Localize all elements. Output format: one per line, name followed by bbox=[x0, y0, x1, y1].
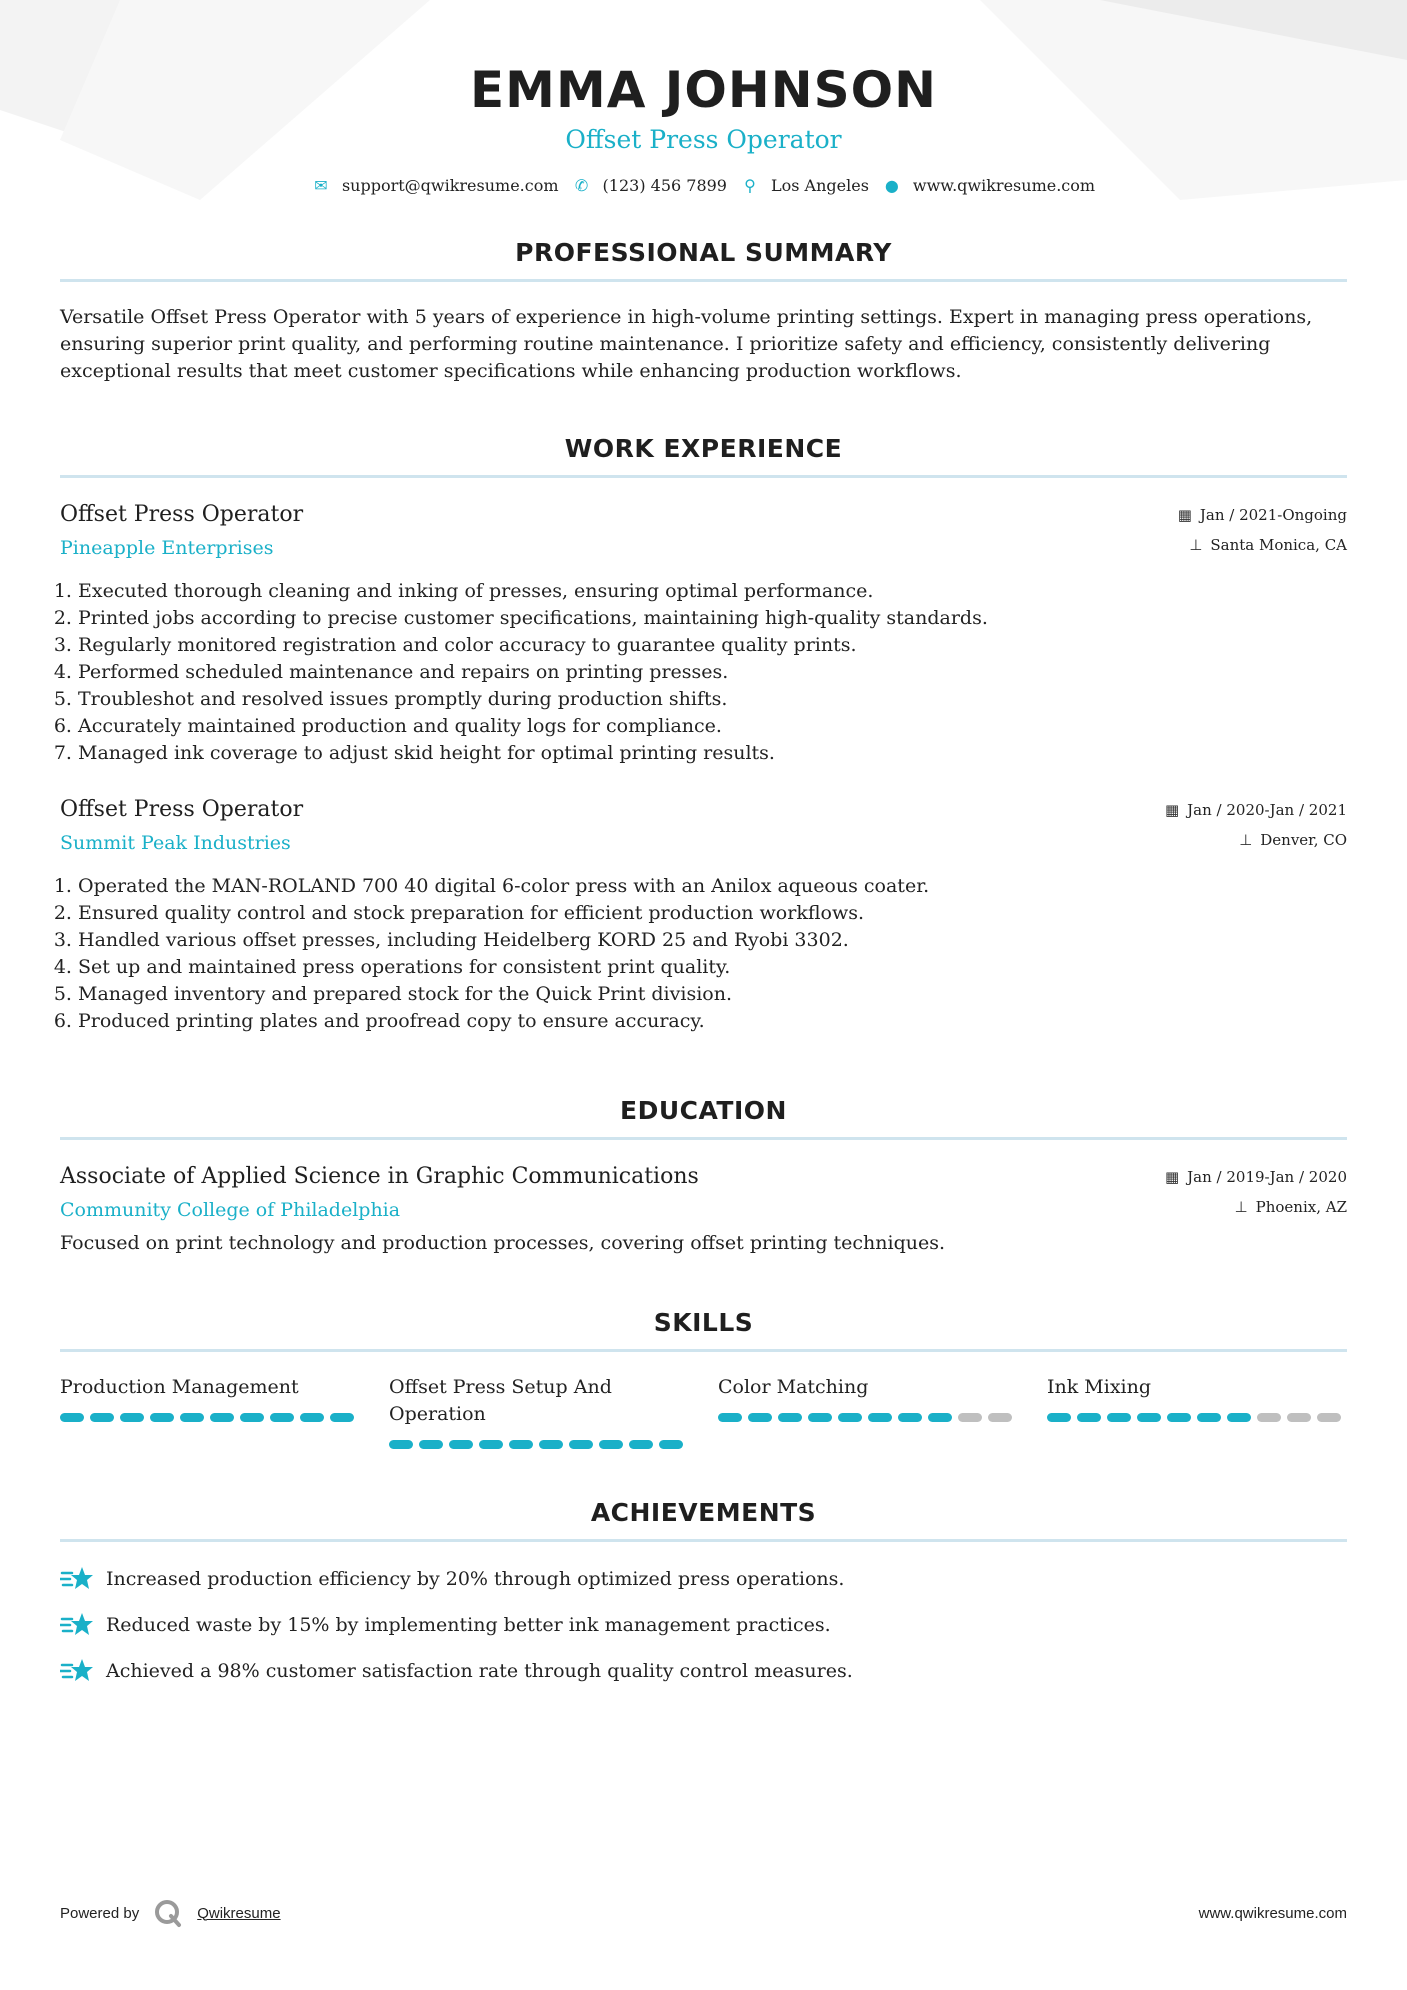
website-text: www.qwikresume.com bbox=[912, 176, 1096, 195]
achievement-item bbox=[60, 1610, 1347, 1640]
achievement-item bbox=[60, 1656, 1347, 1686]
skill-segment-empty bbox=[988, 1413, 1012, 1422]
list-item: 4. Set up and maintained press operations for consistent print quality. bbox=[78, 954, 1347, 981]
skill-segment-filled bbox=[1077, 1413, 1101, 1422]
section-divider bbox=[60, 1349, 1347, 1352]
skill-segment-filled bbox=[330, 1413, 354, 1422]
list-item: 2. Ensured quality control and stock preparation for efficient production workflows. bbox=[78, 900, 1347, 927]
section-divider bbox=[60, 1137, 1347, 1140]
contact-email[interactable] bbox=[312, 176, 559, 195]
skill-segment-filled bbox=[419, 1440, 443, 1449]
candidate-role: Offset Press Operator bbox=[565, 125, 842, 154]
job-date: Jan / 2020-Jan / 2021 bbox=[1187, 801, 1347, 819]
skill-segment-filled bbox=[928, 1413, 952, 1422]
education-section bbox=[60, 1093, 1347, 1257]
achievement-item bbox=[60, 1564, 1347, 1594]
skill-segment-filled bbox=[120, 1413, 144, 1422]
list-item: 3. Regularly monitored registration and color accuracy to guarantee quality prints. bbox=[78, 632, 1347, 659]
skill-name: Ink Mixing bbox=[1047, 1376, 1152, 1398]
skill-item bbox=[718, 1374, 1018, 1449]
skill-segment-filled bbox=[180, 1413, 204, 1422]
phone-icon: ✆ bbox=[574, 176, 589, 195]
list-item: 1. Operated the MAN-ROLAND 700 40 digital 6-color press with an Anilox aqueous coater. bbox=[78, 873, 1347, 900]
skill-segment-filled bbox=[60, 1413, 84, 1422]
map-pin-icon: ⚲ bbox=[744, 176, 756, 195]
candidate-name: EMMA JOHNSON bbox=[470, 61, 937, 119]
calendar-icon: ▦ bbox=[1164, 1168, 1180, 1186]
skill-segment-filled bbox=[270, 1413, 294, 1422]
achievements-list bbox=[60, 1564, 1347, 1686]
skill-segment-filled bbox=[868, 1413, 892, 1422]
footer-website[interactable]: www.qwikresume.com bbox=[1198, 1904, 1347, 1922]
brand-link[interactable]: Qwikresume bbox=[197, 1904, 281, 1922]
job-location: Santa Monica, CA bbox=[1210, 536, 1347, 554]
skill-segment-filled bbox=[778, 1413, 802, 1422]
star-icon bbox=[60, 1656, 94, 1686]
job-title: Offset Press Operator bbox=[60, 502, 304, 527]
skill-segment-filled bbox=[1107, 1413, 1131, 1422]
section-divider bbox=[60, 279, 1347, 282]
list-item: 6. Accurately maintained production and quality logs for compliance. bbox=[78, 713, 1347, 740]
summary-text: Versatile Offset Press Operator with 5 years of experience in high-volume printing settings. Expert in managing press operations, ensuring superior print quality, and performing routine maintenance. I prioritize safety and efficiency, consistently delivering exceptional results that meet customer specifications while enhancing production workflows. bbox=[60, 306, 1313, 382]
skill-name: Production Management bbox=[60, 1376, 299, 1398]
section-title-education: EDUCATION bbox=[620, 1096, 787, 1125]
skill-item bbox=[60, 1374, 360, 1449]
envelope-icon: ✉ bbox=[314, 176, 328, 195]
job-duties-list bbox=[60, 873, 1347, 1035]
education-entry bbox=[60, 1162, 1347, 1257]
skills-list bbox=[60, 1374, 1347, 1449]
education-date: Jan / 2019-Jan / 2020 bbox=[1187, 1168, 1347, 1186]
skill-level-bar bbox=[389, 1440, 689, 1449]
achievement-text: Achieved a 98% customer satisfaction rate through quality control measures. bbox=[106, 1659, 853, 1682]
skill-name: Color Matching bbox=[718, 1376, 869, 1398]
section-title-skills: SKILLS bbox=[653, 1308, 754, 1337]
job-company: Pineapple Enterprises bbox=[60, 537, 274, 559]
powered-by bbox=[60, 1898, 281, 1928]
degree-title: Associate of Applied Science in Graphic Communications bbox=[60, 1164, 699, 1189]
job-entry bbox=[60, 500, 1347, 767]
skill-level-bar bbox=[1047, 1413, 1347, 1422]
education-location: Phoenix, AZ bbox=[1255, 1198, 1347, 1216]
skill-item bbox=[1047, 1374, 1347, 1449]
section-title-experience: WORK EXPERIENCE bbox=[564, 434, 843, 463]
list-item: 5. Managed inventory and prepared stock for the Quick Print division. bbox=[78, 981, 1347, 1008]
skill-segment-filled bbox=[599, 1440, 623, 1449]
skill-segment-filled bbox=[718, 1413, 742, 1422]
skill-segment-filled bbox=[808, 1413, 832, 1422]
job-location: Denver, CO bbox=[1260, 831, 1347, 849]
skill-segment-filled bbox=[90, 1413, 114, 1422]
job-duties-list bbox=[60, 578, 1347, 767]
skill-segment-filled bbox=[1197, 1413, 1221, 1422]
skill-segment-filled bbox=[1227, 1413, 1251, 1422]
pushpin-icon: ⊥ bbox=[1234, 1198, 1248, 1216]
achievement-text: Increased production efficiency by 20% through optimized press operations. bbox=[106, 1567, 845, 1590]
list-item: 4. Performed scheduled maintenance and repairs on printing presses. bbox=[78, 659, 1347, 686]
contact-row bbox=[60, 176, 1347, 195]
list-item: 5. Troubleshot and resolved issues promptly during production shifts. bbox=[78, 686, 1347, 713]
skill-segment-empty bbox=[1257, 1413, 1281, 1422]
list-item: 6. Produced printing plates and proofread copy to ensure accuracy. bbox=[78, 1008, 1347, 1035]
list-item: 7. Managed ink coverage to adjust skid height for optimal printing results. bbox=[78, 740, 1347, 767]
job-entry bbox=[60, 795, 1347, 1035]
school-name: Community College of Philadelphia bbox=[60, 1199, 401, 1221]
phone-text: (123) 456 7899 bbox=[602, 176, 727, 195]
skill-segment-filled bbox=[509, 1440, 533, 1449]
star-icon bbox=[60, 1610, 94, 1640]
skill-segment-filled bbox=[479, 1440, 503, 1449]
list-item: 3. Handled various offset presses, including Heidelberg KORD 25 and Ryobi 3302. bbox=[78, 927, 1347, 954]
section-title-achievements: ACHIEVEMENTS bbox=[590, 1498, 817, 1527]
powered-by-label: Powered by bbox=[60, 1904, 140, 1922]
skill-segment-filled bbox=[300, 1413, 324, 1422]
skill-segment-filled bbox=[210, 1413, 234, 1422]
contact-website[interactable] bbox=[883, 176, 1095, 195]
contact-phone[interactable] bbox=[573, 176, 727, 195]
skills-section bbox=[60, 1305, 1347, 1449]
pushpin-icon: ⊥ bbox=[1189, 536, 1203, 554]
experience-section bbox=[60, 431, 1347, 1035]
calendar-icon: ▦ bbox=[1164, 801, 1180, 819]
job-date: Jan / 2021-Ongoing bbox=[1199, 506, 1347, 524]
skill-segment-filled bbox=[150, 1413, 174, 1422]
skill-segment-filled bbox=[389, 1440, 413, 1449]
skill-segment-filled bbox=[838, 1413, 862, 1422]
globe-icon: ● bbox=[884, 176, 899, 195]
star-icon bbox=[60, 1564, 94, 1594]
job-meta bbox=[1178, 500, 1347, 560]
section-title-summary: PROFESSIONAL SUMMARY bbox=[515, 238, 892, 267]
list-item: 1. Executed thorough cleaning and inking of presses, ensuring optimal performance. bbox=[78, 578, 1347, 605]
achievements-section bbox=[60, 1495, 1347, 1686]
skill-segment-empty bbox=[1287, 1413, 1311, 1422]
section-divider bbox=[60, 475, 1347, 478]
summary-section bbox=[60, 235, 1347, 385]
section-divider bbox=[60, 1539, 1347, 1542]
resume-page bbox=[60, 0, 1347, 1686]
location-text: Los Angeles bbox=[770, 176, 869, 195]
skill-segment-filled bbox=[240, 1413, 264, 1422]
skill-name: Offset Press Setup And Operation bbox=[389, 1376, 612, 1425]
skill-segment-empty bbox=[958, 1413, 982, 1422]
job-company: Summit Peak Industries bbox=[60, 832, 291, 854]
job-title: Offset Press Operator bbox=[60, 797, 304, 822]
skill-level-bar bbox=[718, 1413, 1018, 1422]
education-description: Focused on print technology and production processes, covering offset printing techniques. bbox=[60, 1232, 946, 1254]
email-text: support@qwikresume.com bbox=[341, 176, 559, 195]
skill-segment-filled bbox=[449, 1440, 473, 1449]
skill-segment-filled bbox=[629, 1440, 653, 1449]
qwikresume-logo-icon bbox=[153, 1898, 183, 1928]
page-footer bbox=[60, 1898, 1347, 1928]
pushpin-icon: ⊥ bbox=[1239, 831, 1253, 849]
calendar-icon: ▦ bbox=[1177, 506, 1192, 524]
skill-item bbox=[389, 1374, 689, 1449]
skill-segment-filled bbox=[748, 1413, 772, 1422]
skill-level-bar bbox=[60, 1413, 360, 1422]
skill-segment-filled bbox=[1167, 1413, 1191, 1422]
skill-segment-filled bbox=[1047, 1413, 1071, 1422]
skill-segment-filled bbox=[659, 1440, 683, 1449]
skill-segment-filled bbox=[539, 1440, 563, 1449]
achievement-text: Reduced waste by 15% by implementing better ink management practices. bbox=[106, 1613, 831, 1636]
skill-segment-empty bbox=[1317, 1413, 1341, 1422]
skill-segment-filled bbox=[898, 1413, 922, 1422]
education-meta bbox=[1165, 1162, 1347, 1222]
list-item: 2. Printed jobs according to precise customer specifications, maintaining high-quality standards. bbox=[78, 605, 1347, 632]
resume-header bbox=[60, 0, 1347, 195]
contact-location bbox=[741, 176, 869, 195]
skill-segment-filled bbox=[1137, 1413, 1161, 1422]
skill-segment-filled bbox=[569, 1440, 593, 1449]
job-meta bbox=[1165, 795, 1347, 855]
